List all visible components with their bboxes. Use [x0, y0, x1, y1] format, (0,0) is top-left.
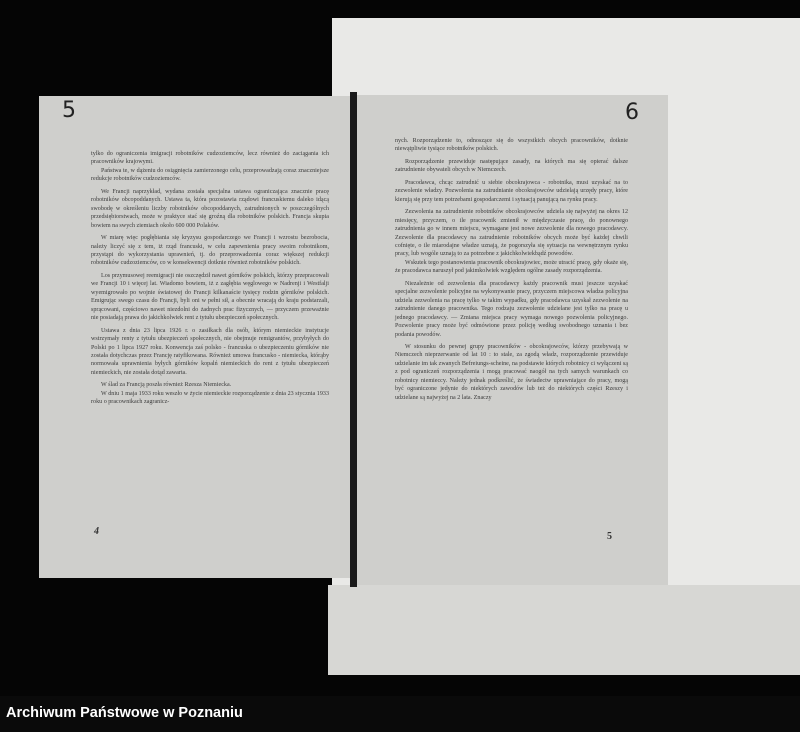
right-page-text: [395, 137, 628, 402]
page-fold: [350, 92, 357, 587]
paragraph: tylko do ograniczenia imigracji robotników cudzoziemców, lecz również do zaciągania ich pracowników krajowymi.: [91, 151, 329, 166]
paragraph: Państwa te, w dążeniu do osiągnięcia zamierzonego celu, przeprowadzają coraz znaczniejsze redukcje robotników cudzoziemców.: [91, 167, 329, 183]
page-number: 4: [94, 526, 99, 537]
paragraph: nych. Rozporządzenie to, odnoszące się do wszystkich obcych pracowników, dotknie niewątpliwie tysiące robotników polskich.: [395, 138, 628, 153]
paragraph: Niezależnie od zezwolenia dla pracodawcy każdy pracownik musi jeszcze uzyskać specjalne zezwolenie policyjne na wykonywanie pracy, przyczem miejscowa władza policyjna udziela zezwolenia na pracę tylko w takim wypadku, gdy pracodawca uzyskał zezwolenie na zatrudnienie danego pracownika. Tego rodzaju zezwolenie udzielane jest tylko na pracę u jednego pracodawcy. — Zmiana miejsca pracy wymaga nowego pozwolenia policyjnego. Pozwolenie pracy może być odmówione przez policję według swobodnego uznania i bez podania powodów.: [395, 280, 628, 338]
paragraph: Los przymusowej reemigracji nie oszczędził nawet górników polskich, którzy przepracowali we Francji 10 i więcej lat. Wiadomo bowiem, iż z zagłębia węglowego w Nadrenji i Westfalji wyemigrowało po wojnie światowej do Francji kilkanaście tysięcy rodzin górników polskich. Emigrując swego czasu do Francji, byli oni w pełni sił, a obecnie wracają do kraju podstarzali, sprącowani, częściowo nawet niezdolni do żadnych prac fizycznych, — przyczem przeważnie nie posiadają prawa do jakichkolwiek rent z tytułu ubezpieczeń społecznych.: [91, 272, 329, 322]
paragraph: Rozporządzenie przewiduje następujące zasady, na których ma się opierać dalsze zatrudnienie obywateli obcych w Niemczech.: [395, 158, 628, 174]
archive-caption-bar: [0, 696, 800, 732]
background-sheet-lower: [328, 585, 800, 675]
paragraph: Ustawa z dnia 23 lipca 1926 r. o zasiłkach dla osób, którym niemieckie instytucje wstrzymały renty z tytułu ubezpieczeń społecznych, nie obejmuje remigrantów, przybyłych do Polski po 1 lipca 1927 roku. Konwencja zaś polsko - francuska o ubezpieczeniu górników nie została dotychczas przez Francję ratyfikowana. Również umowa francusko - niemiecka, którąby normowała uprawnienia byłych górników kopalń niemieckich do rent z tytułu ubezpieczeń niemieckich, nie została dotąd zawarta.: [91, 327, 329, 376]
paragraph: Pracodawca, chcąc zatrudnić u siebie obcokrajowca - robotnika, musi uzyskać na to zezwolenie władzy. Pozwolenia na zatrudnianie obcokrajowców udzielają urzędy pracy, które kierują się przy tem potrzebami gospodarczemi i sytuacją panującą na rynku pracy.: [395, 179, 628, 203]
page-number: 5: [607, 531, 612, 542]
paragraph: Wskutek tego postanowienia pracownik obcokrajowiec, może utracić pracę, gdy okaże się, że pracodawca naruszył pod jakimkolwiek względem ogólne zasady rozporządzenia.: [395, 259, 628, 275]
paragraph: W stosunku do pewnej grupy pracowników - obcokrajowców, którzy przebywają w Niemczech nieprzerwanie od lat 10 : to stale, za zgodą władz, rozporządzenie przewiduje udzielanie im tak zwanych Befreiungs-scheine, na podstawie których robotnicy ci wyłączeni są z pod ograniczeń rozporządzenia i mogą pracować naogół na tych samych warunkach co robotnicy niemieccy. Należy jednak podkreślić, że świadectw uprawniające do pracy, mogą być ograniczone jedynie do niektórych zawodów lub też do niektórych części Rzeszy i udzielane są najwyżej na 2 lata. Znaczy: [395, 343, 628, 401]
paragraph: W dniu 1 maja 1933 roku weszło w życie niemieckie rozporządzenie z dnia 23 stycznia 1933 roku o pracownikach zagranicz-: [91, 390, 329, 406]
left-page-text: [91, 150, 329, 407]
paragraph: W miarę więc pogłębiania się kryzysu gospodarczego we Francji i wzrostu bezrobocia, należy liczyć się z tem, iż rząd francuski, w celu zapewnienia pracy swoim robotnikom, przystąpi do wykorzystania uprawnień, tj. do przeprowadzenia coraz większej redukcji robotników cudzoziemców, co w konsekwencji dotknie również robotników polskich.: [91, 235, 329, 267]
handwritten-folio-number: 6: [625, 100, 639, 125]
paragraph: Zezwolenia na zatrudnienie robotników obcokrajowców udziela się najwyżej na okres 12 miesięcy, przyczem, o ile pracownik zmienił w międzyczasie pracę, do ponownego zatrudnienia go w innem miejscu, wymagane jest nowe zezwolenie dla nowego pracodawcy. Zezwolenie dla pracodawcy na zatrudnienie robotników obcych może być każdej chwili cofnięte, o ile miarodajne władze uznają, że pogorszyła się sytuacja na wewnętrznym rynku pracy, lub wogóle uznają to za potrzebne z jakichkolwiekbądź powodów.: [395, 209, 628, 258]
paragraph: W ślad za Francją poszła również Rzesza Niemiecka.: [101, 382, 232, 389]
archive-caption: Archiwum Państwowe w Poznaniu: [6, 705, 243, 721]
handwritten-folio-number: 5: [62, 98, 76, 123]
right-page: [357, 95, 668, 585]
left-page: [39, 96, 350, 578]
paragraph: We Francji naprzykład, wydana została specjalna ustawa ograniczająca znacznie pracę robotników obcopoddanych. Ustawa ta, która pozostawia rządowi francuskiemu daleko idącą swobodę w określeniu liczby robotników obcopoddanych, zatrudnionych w poszczególnych przedsiębiorstwach, może w praktyce stać się groźną dla robotników polskich. Francja skupia bowiem na swych ziemiach około 600 000 Polaków.: [91, 188, 329, 229]
